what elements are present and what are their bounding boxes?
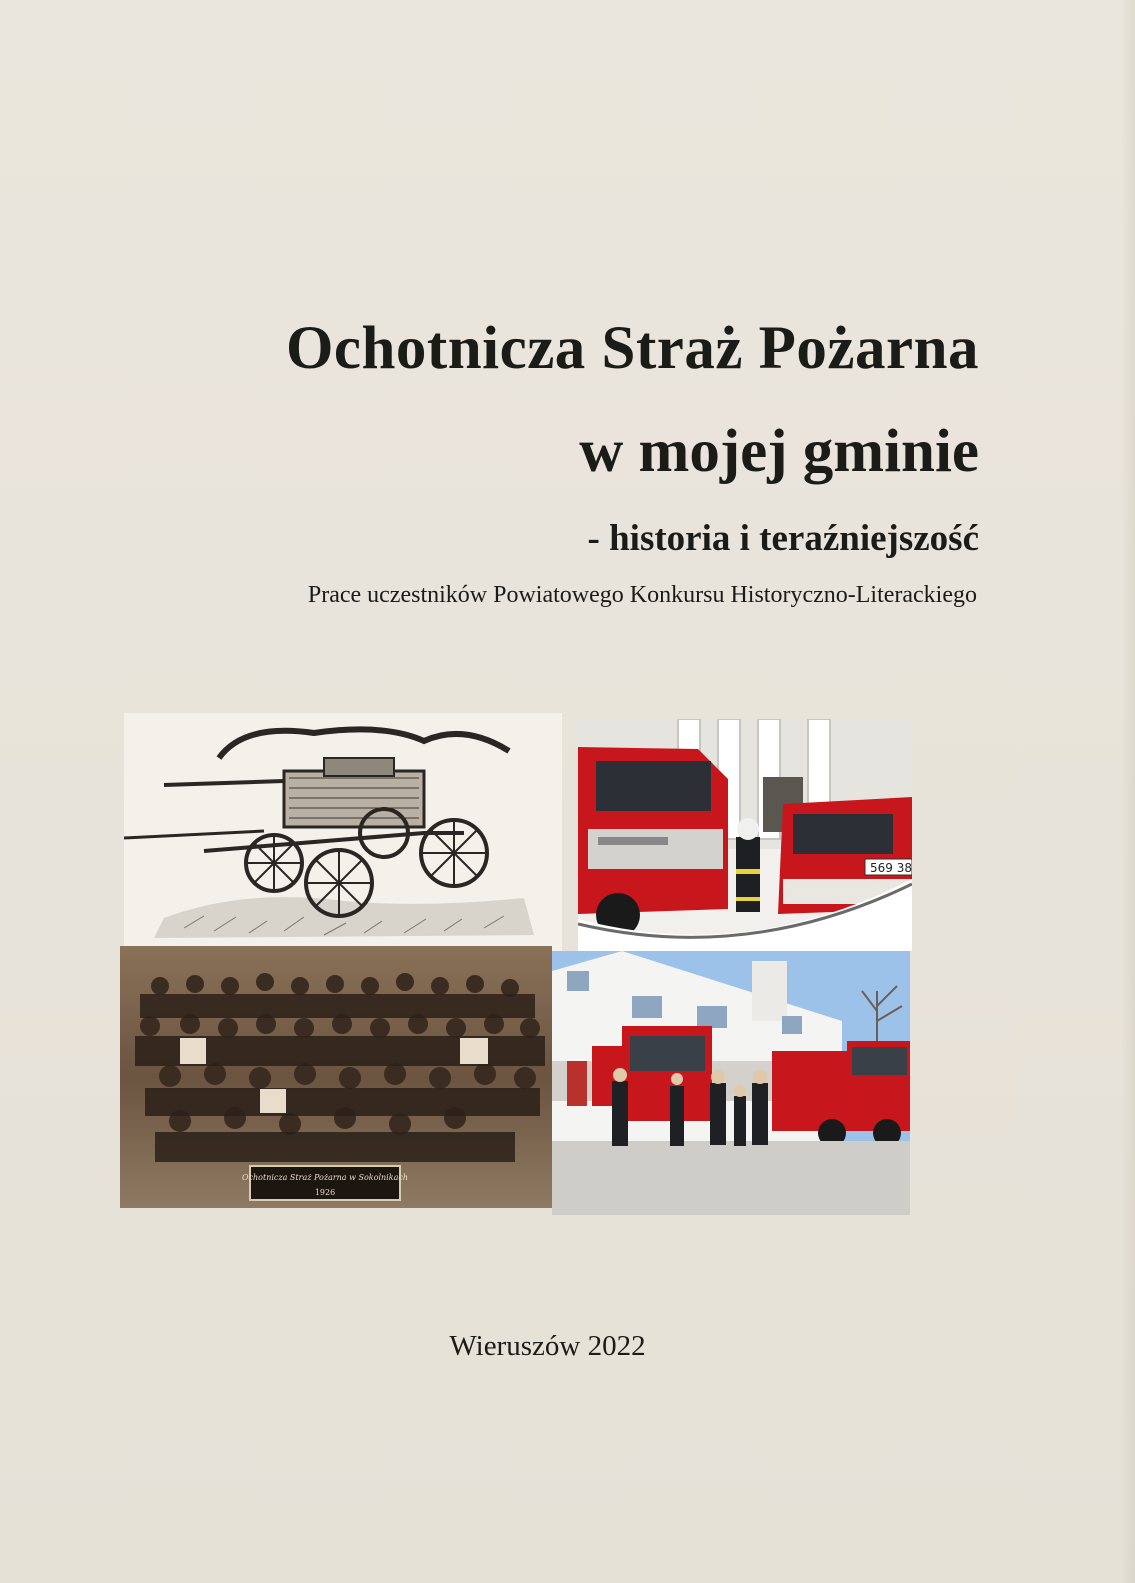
- fire-station-photo: [552, 951, 910, 1215]
- paper-edge-shadow: [1121, 0, 1135, 1583]
- plaque-text: Ochotnicza Straż Pożarna w Sokolnikach: [241, 1173, 409, 1182]
- title-block: [159, 315, 979, 608]
- contest-note: Prace uczestników Powiatowego Konkursu Historyczno-Literackiego: [307, 582, 977, 608]
- subtitle: - historia i teraźniejszość: [587, 518, 979, 559]
- title-line-1: Ochotnicza Straż Pożarna: [285, 315, 979, 382]
- modern-fire-trucks-photo: [578, 719, 912, 951]
- truck-plate: 569 38: [870, 861, 912, 875]
- historic-firefighters-group-photo: [120, 946, 552, 1208]
- title-line-2: w mojej gminie: [579, 418, 979, 485]
- historic-fire-cart-drawing: [124, 713, 562, 951]
- place-and-year: Wieruszów 2022: [449, 1330, 646, 1362]
- plaque-year: 1926: [314, 1188, 336, 1197]
